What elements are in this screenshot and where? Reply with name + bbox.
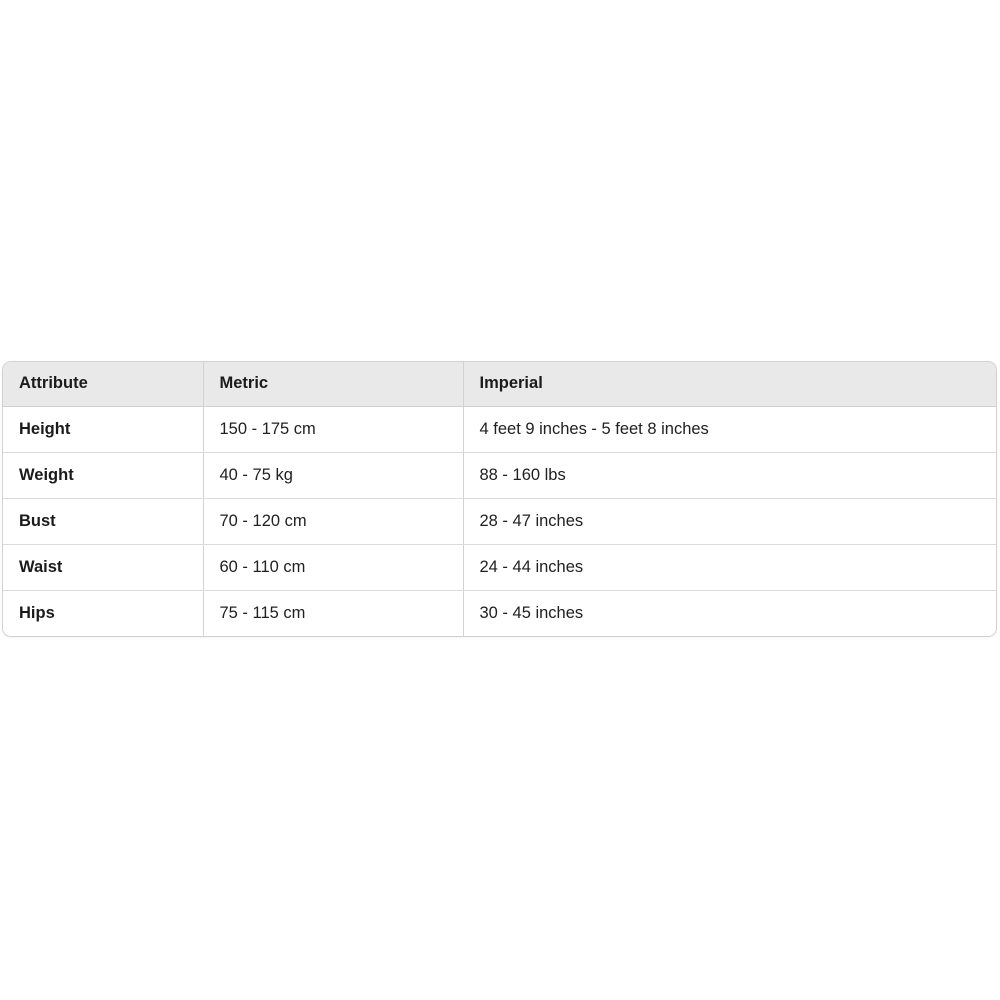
table-header xyxy=(3,362,996,406)
table-row-bust xyxy=(3,498,996,544)
measurements-table xyxy=(3,362,996,636)
table-body xyxy=(3,406,996,636)
metric-cell: 40 - 75 kg xyxy=(203,452,463,498)
attribute-cell: Bust xyxy=(3,498,203,544)
metric-cell: 150 - 175 cm xyxy=(203,406,463,452)
measurements-table-card xyxy=(2,361,997,637)
header-row xyxy=(3,362,996,406)
imperial-cell: 24 - 44 inches xyxy=(463,544,996,590)
column-header-attribute: Attribute xyxy=(3,362,203,406)
attribute-cell: Weight xyxy=(3,452,203,498)
table-row-hips xyxy=(3,590,996,636)
table-row-weight xyxy=(3,452,996,498)
imperial-cell: 30 - 45 inches xyxy=(463,590,996,636)
attribute-cell: Hips xyxy=(3,590,203,636)
table-row-height xyxy=(3,406,996,452)
metric-cell: 75 - 115 cm xyxy=(203,590,463,636)
column-header-metric: Metric xyxy=(203,362,463,406)
column-header-imperial: Imperial xyxy=(463,362,996,406)
imperial-cell: 88 - 160 lbs xyxy=(463,452,996,498)
imperial-cell: 28 - 47 inches xyxy=(463,498,996,544)
metric-cell: 60 - 110 cm xyxy=(203,544,463,590)
attribute-cell: Height xyxy=(3,406,203,452)
table-row-waist xyxy=(3,544,996,590)
attribute-cell: Waist xyxy=(3,544,203,590)
imperial-cell: 4 feet 9 inches - 5 feet 8 inches xyxy=(463,406,996,452)
metric-cell: 70 - 120 cm xyxy=(203,498,463,544)
